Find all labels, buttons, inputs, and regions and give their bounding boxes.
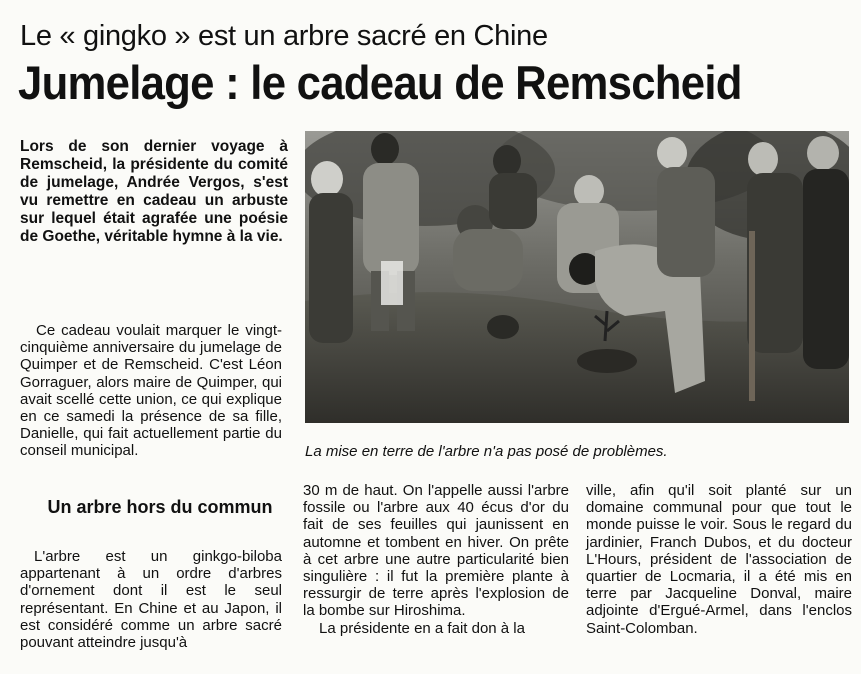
section-subhead: Un arbre hors du commun	[47, 497, 273, 517]
column-1-text: L'arbre est un ginkgo-biloba appartenant à un ordre d'arbres d'ornement dont il est le seul représentant. En Chine et au Japon, il est considéré comme un arbre sacré pouvant atteindre jusqu'à	[20, 548, 282, 652]
photo-illustration	[305, 131, 849, 423]
article-lead: Lors de son dernier voyage à Remscheid, la présidente du comité de jumelage, Andrée Vergos, s'est vu remettre en cadeau un arbuste sur lequel était agrafée une poésie de Goethe, véritable hymne à la vie.	[20, 138, 288, 245]
article-intro: Ce cadeau voulait marquer le vingt-cinquième anniversaire du jumelage de Quimper et de Remscheid. C'est Léon Gorraguer, alors maire de Quimper, qui avait scellé cette union, ce qui explique en ce samedi la présence de sa fille, Danielle, qui fait actuellement partie du conseil municipal.	[20, 322, 282, 460]
column-3-text: ville, afin qu'il soit planté sur un domaine communal pour que tout le monde puisse le voir. Sous le regard du jardinier, Franch Dubos, et du docteur L'Hours, président de l'association de quartier de Locmaria, il a été mis en terre par Jacqueline Donval, maire adjointe d'Ergué-Armel, dans l'enclos Saint-Colomban.	[586, 482, 852, 637]
article-headline: Jumelage : le cadeau de Remscheid	[18, 56, 742, 109]
news-photo	[305, 131, 849, 423]
article-kicker: Le « gingko » est un arbre sacré en Chine	[20, 20, 548, 52]
column-2-paragraph: 30 m de haut. On l'appelle aussi l'arbre fossile ou l'arbre aux 40 écus d'or du fait de ses feuilles qui jaunissent en automne et tombent en hiver. On prête à cet arbre une autre particularité bien singulière : il fut la première plante à ressurgir de terre après l'explosion de la bombe sur Hiroshima.	[303, 482, 569, 620]
column-2-paragraph-continued: La présidente en a fait don à la	[319, 619, 525, 637]
photo-caption: La mise en terre de l'arbre n'a pas posé de problèmes.	[305, 443, 668, 460]
column-2	[303, 482, 569, 637]
